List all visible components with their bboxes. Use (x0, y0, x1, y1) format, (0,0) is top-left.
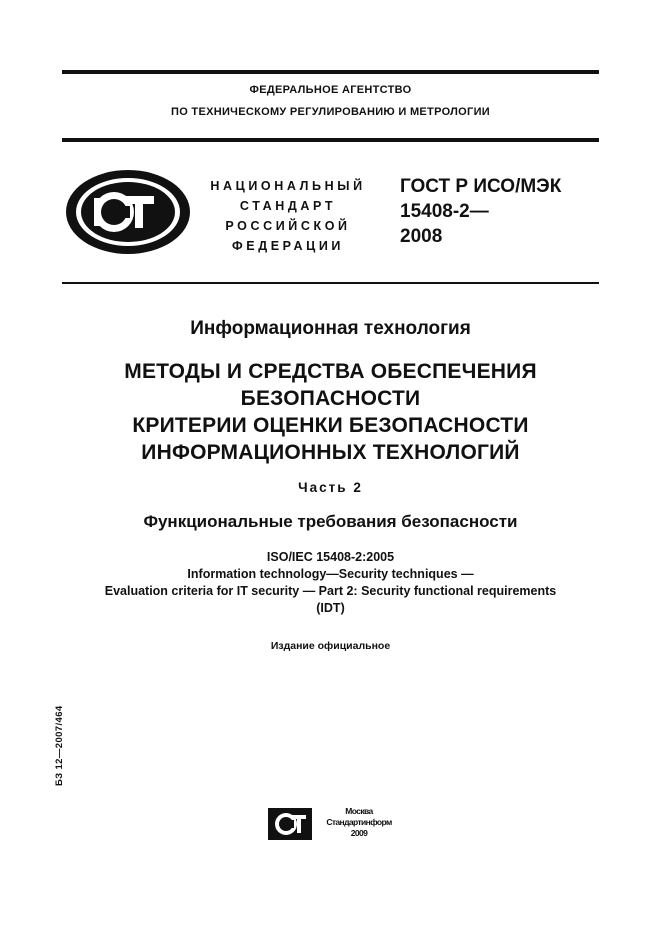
publisher-info (312, 806, 406, 839)
english-title-line-1: Information technology—Security techniques — (187, 567, 474, 581)
publisher-city: Москва (345, 806, 373, 816)
national-standard-line-4: ФЕДЕРАЦИИ (231, 239, 344, 253)
agency-line-2: ПО ТЕХНИЧЕСКОМУ РЕГУЛИРОВАНИЮ И МЕТРОЛОГИИ (171, 106, 490, 118)
top-rule (62, 70, 599, 74)
part-number: Часть 2 (298, 480, 363, 495)
identity-mark: (IDT) (316, 601, 345, 615)
edition-label: Издание официальное (270, 640, 391, 652)
main-title-line-4: ИНФОРМАЦИОННЫХ ТЕХНОЛОГИЙ (141, 441, 520, 464)
side-code: БЗ 12—2007/464 (54, 705, 65, 786)
main-title-line-2: БЕЗОПАСНОСТИ (240, 387, 421, 410)
national-standard-line-2: СТАНДАРТ (239, 199, 337, 213)
english-title-line-2: Evaluation criteria for IT security — Part 2: Security functional requirements (104, 584, 557, 598)
main-title-line-1: МЕТОДЫ И СРЕДСТВА ОБЕСПЕЧЕНИЯ (124, 360, 537, 383)
part-title: Функциональные требования безопасности (143, 512, 518, 531)
agency-rule (62, 138, 599, 142)
national-standard-line-1: НАЦИОНАЛЬНЫЙ (210, 179, 366, 193)
designation-line-2: 15408-2— (400, 201, 489, 222)
publisher-year: 2009 (350, 828, 368, 838)
publisher-name: Стандартинформ (326, 817, 392, 827)
national-standard-line-3: РОССИЙСКОЙ (225, 219, 351, 233)
international-reference (40, 549, 621, 617)
standartinform-logo-icon (268, 808, 312, 840)
standard-designation (400, 174, 561, 249)
designation-line-3: 2008 (400, 226, 443, 247)
rst-logo-icon (64, 168, 192, 256)
header-rule (62, 282, 599, 284)
iso-reference: ISO/IEC 15408-2:2005 (266, 550, 395, 564)
national-standard-label (206, 176, 370, 256)
main-title-line-3: КРИТЕРИИ ОЦЕНКИ БЕЗОПАСНОСТИ (132, 414, 529, 437)
main-title (40, 358, 621, 466)
agency-line-1: ФЕДЕРАЛЬНОЕ АГЕНТСТВО (249, 84, 412, 96)
general-title: Информационная технология (190, 318, 471, 339)
designation-line-1: ГОСТ Р ИСО/МЭК (400, 176, 562, 197)
